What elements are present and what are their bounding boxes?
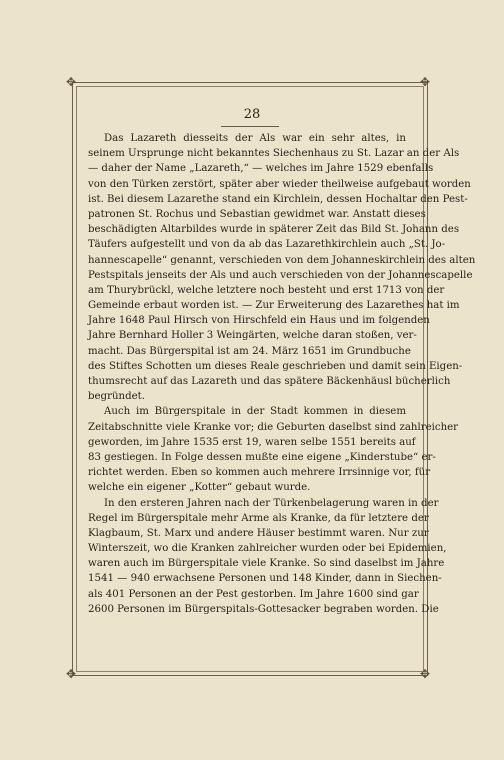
ornament-icon: ✥ [65,75,77,89]
text-line: Klagbaum, St. Marx und andere Häuser bestimmt waren. Nur zur [88,527,429,539]
text-line: macht. Das Bürgerspital ist am 24. März 1651 im Grundbuche [88,345,411,357]
ornament-icon: ✥ [419,667,431,681]
text-line: begründet. [88,391,145,403]
page-number: 28 [243,107,261,122]
text-line: Winterszeit, wo die Kranken zahlreicher wurden oder bei Epidemien, [88,543,447,555]
text-line: Täufers aufgestellt und von da ab das Lazarethkirchlein auch „St. Jo- [88,239,446,251]
text-line: Regel im Bürgerspitale mehr Arme als Kranke, da für letztere der [88,512,429,524]
text-line: Zeitabschnitte viele Kranke vor; die Geburten daselbst sind zahlreicher [88,421,459,433]
page-number-rule [221,126,279,127]
text-line: von den Türken zerstört, später aber wieder theilweise aufgebaut worden [88,178,471,190]
text-line: 83 gestiegen. In Folge dessen mußte eine eigene „Kinderstube“ er- [88,451,436,463]
text-line: 2600 Personen im Bürgerspitals-Gottesacker begraben worden. Die [88,603,439,615]
text-line: seinem Ursprunge nicht bekanntes Siechenhaus zu St. Lazar an der Als [88,148,460,160]
text-line: Gemeinde erbaut worden ist. — Zur Erweiterung des Lazarethes hat im [88,300,460,312]
text-line: welche ein eigener „Kotter“ gebaut wurde. [88,482,311,494]
text-line: Das Lazareth diesseits der Als war ein sehr altes, in [104,133,406,144]
text-line: patronen St. Rochus und Sebastian gewidmet war. Anstatt dieses [88,208,426,220]
text-line: geworden, im Jahre 1535 erst 19, waren selbe 1551 bereits auf [88,436,416,448]
text-line: 1541 — 940 erwachsene Personen und 148 Kinder, dann in Siechen- [88,573,442,585]
ornament-icon: ✥ [65,667,77,681]
text-line: Jahre 1648 Paul Hirsch von Hirschfeld ein Haus und im folgenden [88,315,430,327]
text-line: Auch im Bürgerspitale in der Stadt kommen in diesem [104,406,406,418]
text-line: — daher der Name „Lazareth,“ — welches im Jahre 1529 ebenfalls [88,163,434,175]
text-line: als 401 Personen an der Pest gestorben. Im Jahre 1600 sind gar [88,588,419,600]
text-line: am Thurybrückl, welche letztere noch besteht und erst 1713 von der [88,284,445,296]
text-line: hannescapelle“ genannt, verschieden von dem Johanneskirchlein des alten [88,254,476,266]
ornament-icon: ✥ [419,75,431,89]
text-line: ist. Bei diesem Lazarethe stand ein Kirchlein, dessen Hochaltar den Pest- [88,193,468,205]
text-line: waren auch im Bürgerspitale viele Kranke. So sind daselbst im Jahre [88,558,445,570]
text-line: In den ersteren Jahren nach der Türkenbelagerung waren in der [104,497,439,509]
text-line: richtet werden. Eben so kommen auch mehrere Irrsinnige vor, für [88,467,431,479]
text-line: beschädigten Altarbildes wurde in späterer Zeit das Bild St. Johann des [88,224,460,236]
text-line: Jahre Bernhard Holler 3 Weingärten, welche daran stoßen, ver- [88,330,417,342]
text-line: thumsrecht auf das Lazareth und das spätere Bäckenhäusl bücherlich [88,376,451,387]
text-line: Pestspitals jenseits der Als und auch verschieden von der Johannescapelle [88,269,473,281]
text-line: des Stiftes Schotten um dieses Reale geschrieben und damit sein Eigen- [88,360,463,372]
body-text [88,131,476,617]
